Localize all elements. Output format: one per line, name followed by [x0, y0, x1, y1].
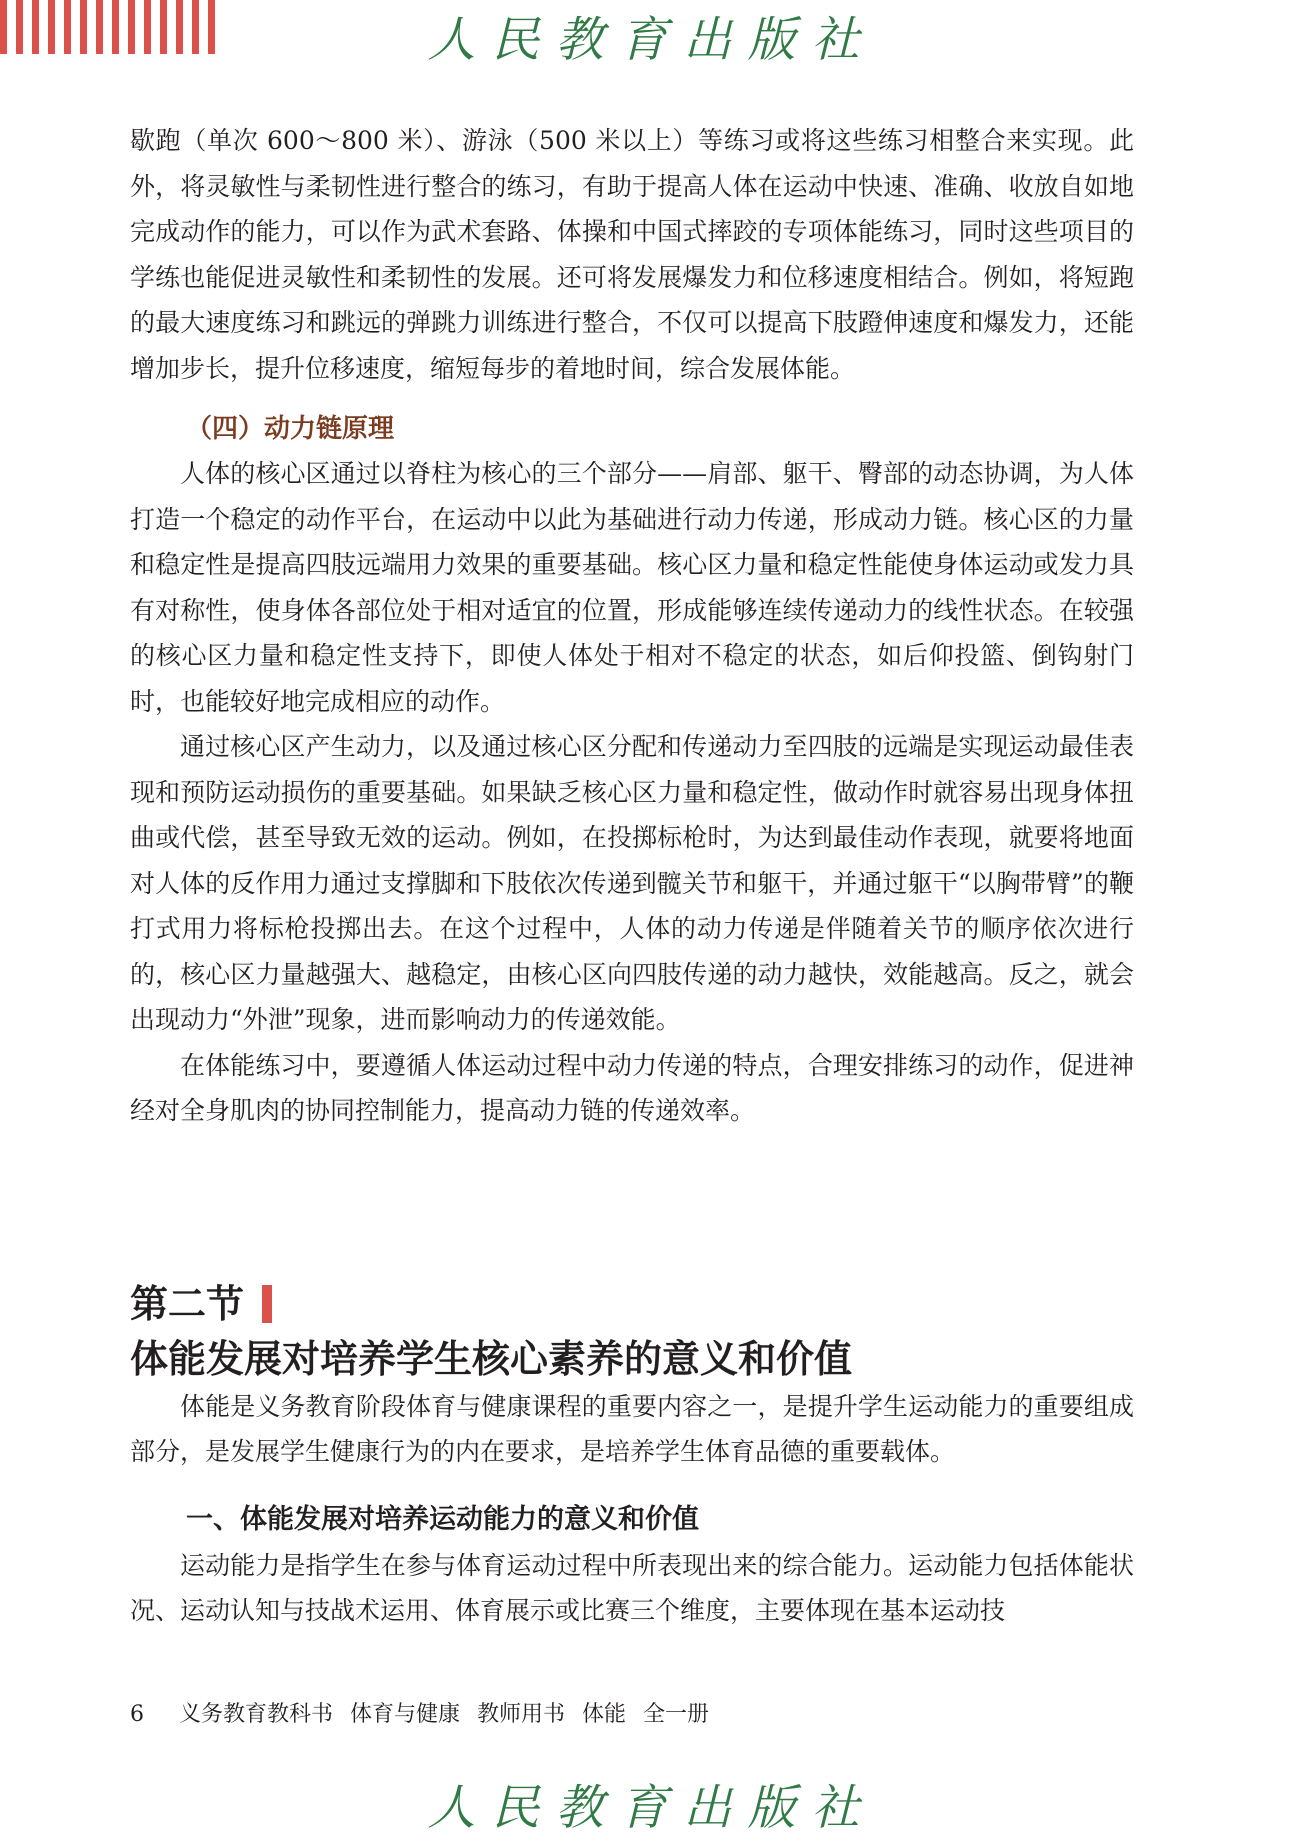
- page-number: 6: [130, 1702, 144, 1727]
- section-label: [130, 1280, 1134, 1328]
- page-content: [130, 118, 1134, 1634]
- section-title: 体能发展对培养学生核心素养的意义和价值: [130, 1335, 853, 1381]
- publisher-logo-top: 人民教育出版社: [427, 12, 876, 68]
- paragraph-training-advice: 在体能练习中，要遵循人体运动过程中动力传递的特点，合理安排练习的动作，促进神经对全身肌肉的协同控制能力，提高动力链的传递效率。: [130, 1050, 1134, 1125]
- page-footer: [130, 1700, 709, 1730]
- publisher-logo-bottom: 人民教育出版社: [427, 1780, 876, 1836]
- section-accent-bar: [262, 1285, 272, 1323]
- heading-motor-ability: 一、体能发展对培养运动能力的意义和价值: [186, 1503, 699, 1535]
- paragraph-core-zone: 人体的核心区通过以脊柱为核心的三个部分——肩部、躯干、臀部的动态协调，为人体打造一个稳定的动作平台，在运动中以此为基础进行动力传递，形成动力链。核心区的力量和稳定性是提高四肢远端用力效果的重要基础。核心区力量和稳定性能使身体运动或发力具有对称性，使身体各部位处于相对适宜的位置，形成能够连续传递动力的线性状态。在较强的核心区力量和稳定性支持下，即使人体处于相对不稳定的状态，如后仰投篮、倒钩射门时，也能较好地完成相应的动作。: [130, 459, 1134, 716]
- paragraph-section-intro: 体能是义务教育阶段体育与健康课程的重要内容之一，是提升学生运动能力的重要组成部分，是发展学生健康行为的内在要求，是培养学生体育品德的重要载体。: [130, 1391, 1134, 1466]
- paragraph-force-transfer: 通过核心区产生动力，以及通过核心区分配和传递动力至四肢的远端是实现运动最佳表现和预防运动损伤的重要基础。如果缺乏核心区力量和稳定性，做动作时就容易出现身体扭曲或代偿，甚至导致无效的运动。例如，在投掷标枪时，为达到最佳动作表现，就要将地面对人体的反作用力通过支撑脚和下肢依次传递到髋关节和躯干，并通过躯干“以胸带臂”的鞭打式用力将标枪投掷出去。在这个过程中，人体的动力传递是伴随着关节的顺序依次进行的，核心区力量越强大、越稳定，由核心区向四肢传递的动力越快，效能越高。反之，就会出现动力“外泄”现象，进而影响动力的传递效能。: [130, 732, 1134, 1034]
- paragraph-continuation: 歇跑（单次 600～800 米）、游泳（500 米以上）等练习或将这些练习相整合来实现。此外，将灵敏性与柔韧性进行整合的练习，有助于提高人体在运动中快速、准确、收放自如地完成动作的能力，可以作为武术套路、体操和中国式摔跤的专项体能练习，同时这些项目的学练也能促进灵敏性和柔韧性的发展。还可将发展爆发力和位移速度相结合。例如，将短跑的最大速度练习和跳远的弹跳力训练进行整合，不仅可以提高下肢蹬伸速度和爆发力，还能增加步长，提升位移速度，缩短每步的着地时间，综合发展体能。: [130, 126, 1134, 383]
- book-title: 义务教育教科书 体育与健康 教师用书 体能 全一册: [179, 1702, 709, 1727]
- subheading-kinetic-chain: （四）动力链原理: [186, 414, 395, 444]
- paragraph-motor-ability: 运动能力是指学生在参与体育运动过程中所表现出来的综合能力。运动能力包括体能状况、运动认知与技战术运用、体育展示或比赛三个维度，主要体现在基本运动技: [130, 1550, 1134, 1625]
- section-number-text: 第二节: [130, 1280, 245, 1326]
